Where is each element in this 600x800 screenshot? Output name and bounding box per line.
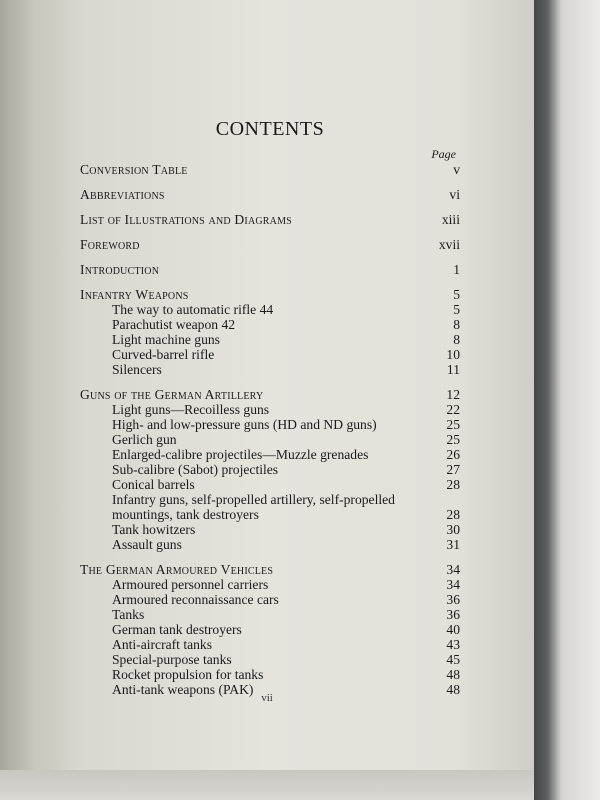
toc-entry: [80, 607, 460, 622]
toc-entry: [80, 347, 460, 362]
toc-page-number: 48: [446, 667, 460, 682]
toc-heading-row: [80, 187, 460, 202]
toc-page-number: 27: [446, 462, 460, 477]
toc-entry-text: Tank howitzers: [112, 522, 196, 537]
toc-entry: [80, 652, 460, 667]
toc-entry-text: Sub-calibre (Sabot) projectiles: [112, 462, 279, 477]
toc-entry: [80, 637, 460, 652]
toc-page-number: 5: [453, 302, 460, 317]
toc-entry-text: Parachutist weapon 42: [112, 317, 236, 332]
toc-page-number: 31: [446, 537, 460, 552]
toc-page-number: 48: [446, 682, 460, 697]
toc-page-number: 8: [453, 317, 460, 332]
toc-page-number: 25: [446, 417, 460, 432]
toc-page-number: xiii: [441, 212, 460, 227]
toc-heading-row: [80, 237, 460, 252]
toc-entry: [80, 317, 460, 332]
toc-page-number: xvii: [438, 237, 460, 252]
toc-heading: Foreword: [80, 237, 140, 252]
toc-heading: Infantry Weapons: [80, 287, 189, 302]
toc-page-number: 40: [446, 622, 460, 637]
toc-entry: [80, 432, 460, 447]
toc-entry-text: Armoured personnel carriers: [112, 577, 269, 592]
toc-entry-text: Enlarged-calibre projectiles—Muzzle grenades: [112, 447, 369, 462]
toc-entry: [80, 402, 460, 417]
toc-page-number: 25: [446, 432, 460, 447]
toc-page-number: 28: [446, 477, 460, 492]
toc-entry: [80, 592, 460, 607]
toc-heading-row: [80, 212, 460, 227]
contents-block: [80, 118, 460, 697]
toc-entry: [80, 332, 460, 347]
toc-page-number: 34: [446, 562, 460, 577]
toc-section: [80, 287, 460, 377]
toc-entry: [80, 577, 460, 592]
toc-entry-text: Rocket propulsion for tanks: [112, 667, 264, 682]
toc-page-number: 45: [446, 652, 460, 667]
toc-heading-row: [80, 262, 460, 277]
toc-heading-row: [80, 162, 460, 177]
toc-page-number: 5: [453, 287, 460, 302]
toc-section: [80, 262, 460, 277]
toc-section: [80, 187, 460, 202]
toc-entry: [80, 362, 460, 377]
toc-page-number: v: [453, 162, 460, 177]
toc-entry: [80, 302, 460, 317]
toc-section: [80, 237, 460, 252]
toc-entry: [80, 622, 460, 637]
toc-heading: Abbreviations: [80, 187, 165, 202]
toc-page-number: vi: [449, 187, 460, 202]
toc-entry-text: Light machine guns: [112, 332, 220, 347]
toc-entry-text: Special-purpose tanks: [112, 652, 232, 667]
toc-entry-text: Curved-barrel rifle: [112, 347, 215, 362]
toc-entry-text: Assault guns: [112, 537, 182, 552]
background-right: [530, 0, 600, 800]
toc-entry: [80, 477, 460, 492]
toc-page-number: 36: [446, 607, 460, 622]
toc-page-number: 36: [446, 592, 460, 607]
toc-entry-text: Infantry guns, self-propelled artillery, self-propelled mountings, tank destroyers: [112, 492, 395, 522]
toc-heading-row: [80, 387, 460, 402]
toc-page-number: 12: [446, 387, 460, 402]
toc-page-number: 1: [453, 262, 460, 277]
toc-entry: [80, 667, 460, 682]
toc-entry: [80, 417, 460, 432]
toc-entry: [80, 522, 460, 537]
toc-entry-text: German tank destroyers: [112, 622, 242, 637]
toc-entry-text: Anti-tank weapons (PAK): [112, 682, 254, 697]
toc-page-number: 11: [446, 362, 460, 377]
toc-entry-text: High- and low-pressure guns (HD and ND guns): [112, 417, 377, 432]
toc-entry-text: Conical barrels: [112, 477, 195, 492]
toc-entry-text: The way to automatic rifle 44: [112, 302, 274, 317]
toc-page-number: 43: [446, 637, 460, 652]
toc-section: [80, 387, 460, 552]
toc-heading: Conversion Table: [80, 162, 188, 177]
toc-page-number: 34: [446, 577, 460, 592]
toc-entry-text: Silencers: [112, 362, 162, 377]
toc-section: [80, 562, 460, 697]
toc-heading: List of Illustrations and Diagrams: [80, 212, 292, 227]
toc-entry-text: Tanks: [112, 607, 145, 622]
toc-entry: [80, 462, 460, 477]
toc-entry-text: Armoured reconnaissance cars: [112, 592, 279, 607]
toc-section: [80, 212, 460, 227]
toc-page-number: 30: [446, 522, 460, 537]
toc-section: [80, 162, 460, 177]
toc-entry: [80, 447, 460, 462]
toc-heading-row: [80, 562, 460, 577]
toc-page-number: 10: [446, 347, 460, 362]
gutter-shadow: [0, 0, 80, 800]
background-bottom: [0, 770, 534, 800]
toc-page-number: 26: [446, 447, 460, 462]
toc-heading: Introduction: [80, 262, 160, 277]
toc-entry: [80, 492, 460, 522]
toc-page-number: 28: [446, 507, 460, 522]
toc-page-number: 22: [446, 402, 460, 417]
toc-entry: [80, 537, 460, 552]
toc-entry-text: Gerlich gun: [112, 432, 177, 447]
toc-page-number: 8: [453, 332, 460, 347]
page-column-label: Page: [431, 147, 456, 161]
page-folio: vii: [261, 692, 273, 704]
toc-heading: Guns of the German Artillery: [80, 387, 264, 402]
toc-heading: The German Armoured Vehicles: [80, 562, 274, 577]
toc-heading-row: [80, 287, 460, 302]
toc-entry-text: Anti-aircraft tanks: [112, 637, 213, 652]
page-title: CONTENTS: [215, 118, 325, 140]
toc-entry-text: Light guns—Recoilless guns: [112, 402, 270, 417]
